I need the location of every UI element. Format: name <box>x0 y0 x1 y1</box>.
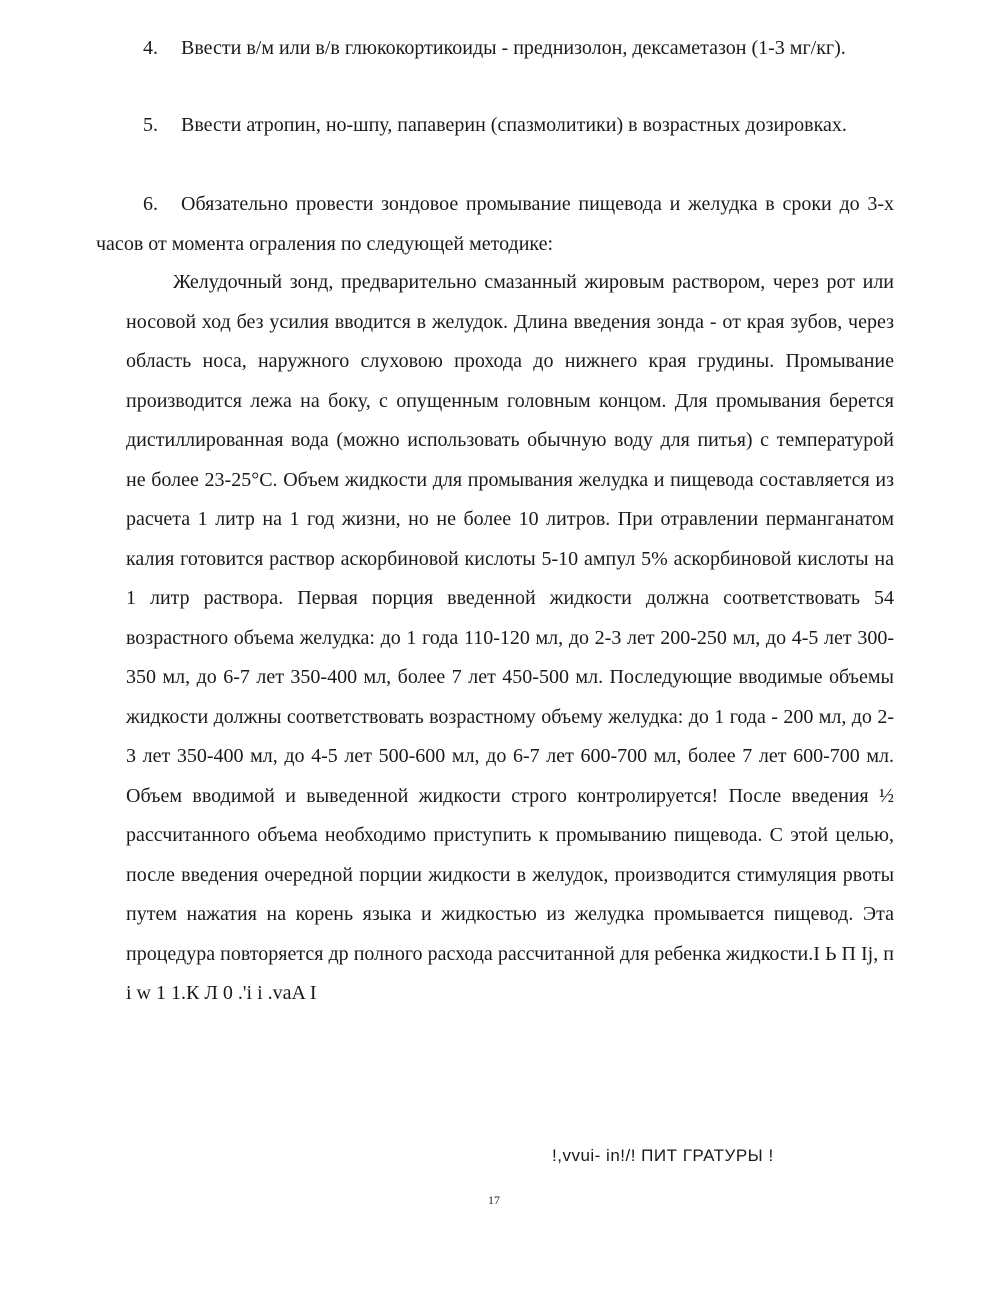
method-description: Желудочный зонд, предварительно смазанный жировым раствором, через рот или носовой ход без усилия вводится в желудок. Длина введения зонда - от края зубов, через область носа, наружного слуховою прохода до нижнего края грудины. Промывание производится лежа на боку, с опущенным головным концом. Для промывания берется дистиллированная вода (можно использовать обычную воду для питья) с температурой не более 23-25°С. Объем жидкости для промывания желудка и пищевода составляется из расчета 1 литр на 1 год жизни, но не более 10 литров. При отравлении перманганатом калия готовится раствор аскорбиновой кислоты 5-10 ампул 5% аскорбиновой кислоты на 1 литр раствора. Первая порция введенной жидкости должна соответствовать 54 возрастного объема желудка: до 1 года 110-120 мл, до 2-3 лет 200-250 мл, до 4-5 лет 300-350 мл, до 6-7 лет 350-400 мл, более 7 лет 450-500 мл. Последующие вводимые объемы жидкости должны соответствовать возрастному объему желудка: до 1 года - 200 мл, до 2-3 лет 350-400 мл, до 4-5 лет 500-600 мл, до 6-7 лет 600-700 мл, более 7 лет 600-700 мл. Объем вводимой и выведенной жидкости строго контролируется! После введения ½ рассчитанного объема необходимо приступить к промыванию пищевода. С этой целью, после введения очередной порции жидкости в желудок, производится стимуляция рвоты путем нажатия на корень языка и жидкостью из желудка промывается пищевод. Эта процедура повторяется др полного расхода рассчитанной для ребенка жидкости.I Ь П Ij, п i w 1 1.К Л 0 .'i i .vaA I <box>126 271 894 1004</box>
list-item-text: Ввести в/м или в/в глюкокортикоиды - преднизолон, дексаметазон (1-3 мг/кг). <box>181 37 846 59</box>
list-item-number: 5. <box>143 114 158 136</box>
page-number: 17 <box>488 1193 500 1207</box>
list-item-6 <box>96 185 894 264</box>
list-item-text: Обязательно провести зондовое промывание пищевода и желудка в сроки до 3-х часов от момента ограления по следующей методике: <box>96 193 894 255</box>
list-item-4 <box>96 29 894 69</box>
list-item-number: 6. <box>143 193 158 215</box>
list-item-number: 4. <box>143 37 158 59</box>
list-item-5 <box>96 106 894 146</box>
scan-artifact-text: !,vvui- in!/! ПИТ ГРАТУРЫ ! <box>552 1146 774 1165</box>
list-item-text: Ввести атропин, но-шпу, папаверин (спазмолитики) в возрастных дозировках. <box>181 114 847 136</box>
